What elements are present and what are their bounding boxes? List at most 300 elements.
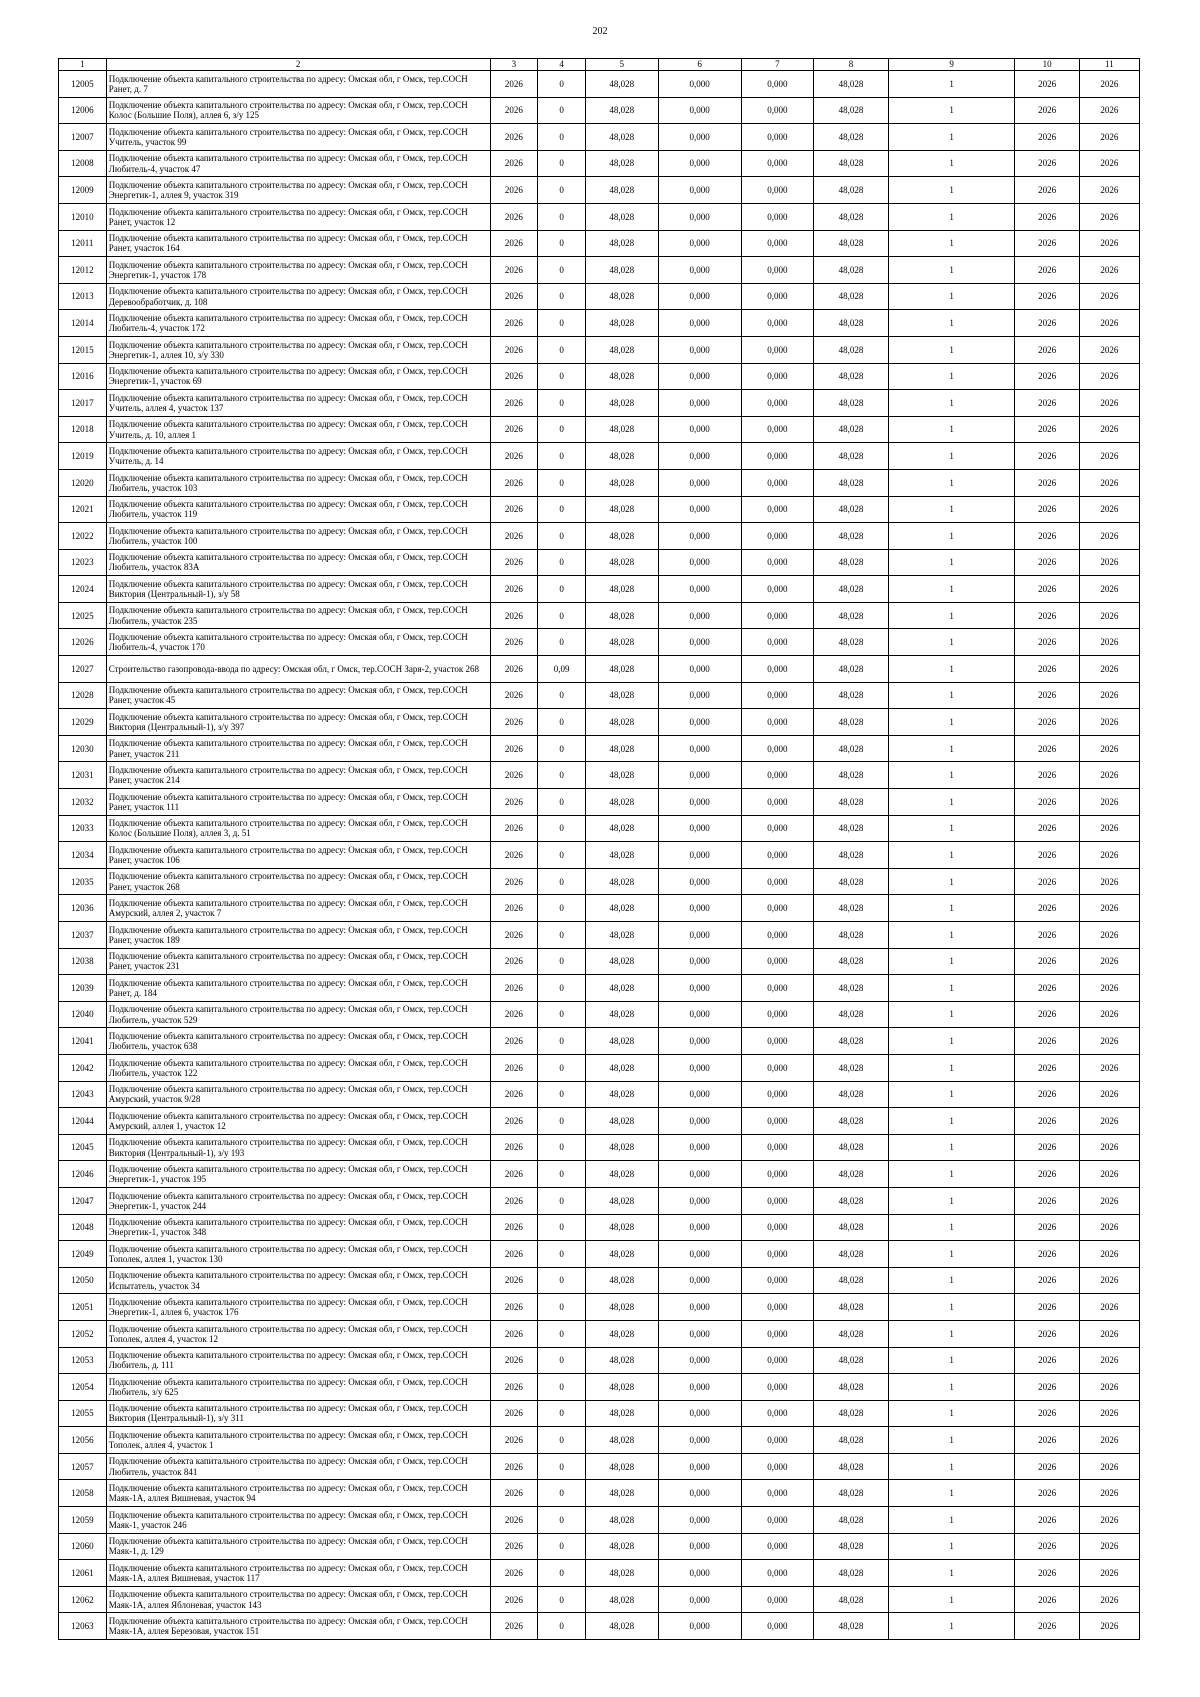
length-cell: 0 (538, 71, 586, 98)
value-7-cell: 0,000 (741, 789, 814, 816)
value-7-cell: 0,000 (741, 682, 814, 709)
length-cell: 0 (538, 469, 586, 496)
year-cell: 2026 (490, 469, 538, 496)
cost-cell: 48,028 (586, 602, 659, 629)
object-description: Подключение объекта капитального строительства по адресу: Омская обл, г Омск, тер.СОСН Энергетик-1, аллея 10, з/у 330 (106, 336, 490, 363)
year-cell: 2026 (490, 709, 538, 736)
count-cell: 1 (888, 842, 1015, 869)
table-row (59, 1533, 1140, 1560)
year-cell: 2026 (490, 789, 538, 816)
value-6-cell: 0,000 (658, 629, 741, 656)
length-cell: 0 (538, 1161, 586, 1188)
cost-cell: 48,028 (586, 1214, 659, 1241)
value-6-cell: 0,000 (658, 71, 741, 98)
row-number: 12025 (59, 602, 107, 629)
end-year-cell: 2026 (1079, 1507, 1139, 1534)
table-row (59, 1001, 1140, 1028)
object-description: Подключение объекта капитального строительства по адресу: Омская обл, г Омск, тер.СОСН Тополек, аллея 1, участок 130 (106, 1241, 490, 1268)
end-year-cell: 2026 (1079, 469, 1139, 496)
start-year-cell: 2026 (1015, 257, 1079, 284)
end-year-cell: 2026 (1079, 1267, 1139, 1294)
table-row (59, 1453, 1140, 1480)
table-row (59, 1400, 1140, 1427)
row-number: 12051 (59, 1294, 107, 1321)
object-description: Подключение объекта капитального строительства по адресу: Омская обл, г Омск, тер.СОСН Энергетик-1, участок 244 (106, 1187, 490, 1214)
cost-cell: 48,028 (586, 629, 659, 656)
value-7-cell: 0,000 (741, 1507, 814, 1534)
value-7-cell: 0,000 (741, 948, 814, 975)
start-year-cell: 2026 (1015, 1294, 1079, 1321)
table-row (59, 1108, 1140, 1135)
table-row (59, 150, 1140, 177)
length-cell: 0 (538, 1028, 586, 1055)
table-row (59, 895, 1140, 922)
cost-cell: 48,028 (586, 709, 659, 736)
start-year-cell: 2026 (1015, 1453, 1079, 1480)
total-cell: 48,028 (814, 496, 889, 523)
count-cell: 1 (888, 97, 1015, 124)
count-cell: 1 (888, 150, 1015, 177)
length-cell: 0 (538, 1613, 586, 1640)
object-description: Подключение объекта капитального строительства по адресу: Омская обл, г Омск, тер.СОСН Энергетик-1, аллея 6, участок 176 (106, 1294, 490, 1321)
object-description: Подключение объекта капитального строительства по адресу: Омская обл, г Омск, тер.СОСН Энергетик-1, участок 348 (106, 1214, 490, 1241)
count-cell: 1 (888, 1374, 1015, 1401)
start-year-cell: 2026 (1015, 496, 1079, 523)
total-cell: 48,028 (814, 1081, 889, 1108)
year-cell: 2026 (490, 576, 538, 603)
count-cell: 1 (888, 1134, 1015, 1161)
cost-cell: 48,028 (586, 1374, 659, 1401)
cost-cell: 48,028 (586, 1108, 659, 1135)
end-year-cell: 2026 (1079, 363, 1139, 390)
total-cell: 48,028 (814, 789, 889, 816)
total-cell: 48,028 (814, 975, 889, 1002)
length-cell: 0 (538, 177, 586, 204)
length-cell: 0 (538, 1267, 586, 1294)
object-description: Подключение объекта капитального строительства по адресу: Омская обл, г Омск, тер.СОСН Учитель, участок 99 (106, 124, 490, 151)
count-cell: 1 (888, 124, 1015, 151)
count-cell: 1 (888, 1613, 1015, 1640)
table-row (59, 1374, 1140, 1401)
row-number: 12036 (59, 895, 107, 922)
year-cell: 2026 (490, 1134, 538, 1161)
year-cell: 2026 (490, 1613, 538, 1640)
total-cell: 48,028 (814, 922, 889, 949)
start-year-cell: 2026 (1015, 842, 1079, 869)
table-row (59, 1294, 1140, 1321)
table-row (59, 416, 1140, 443)
row-number: 12045 (59, 1134, 107, 1161)
total-cell: 48,028 (814, 1028, 889, 1055)
year-cell: 2026 (490, 203, 538, 230)
total-cell: 48,028 (814, 895, 889, 922)
cost-cell: 48,028 (586, 1241, 659, 1268)
table-row (59, 257, 1140, 284)
value-7-cell: 0,000 (741, 735, 814, 762)
table-row (59, 1214, 1140, 1241)
end-year-cell: 2026 (1079, 1427, 1139, 1454)
year-cell: 2026 (490, 336, 538, 363)
total-cell: 48,028 (814, 629, 889, 656)
cost-cell: 48,028 (586, 1400, 659, 1427)
value-7-cell: 0,000 (741, 363, 814, 390)
value-7-cell: 0,000 (741, 922, 814, 949)
year-cell: 2026 (490, 416, 538, 443)
value-7-cell: 0,000 (741, 310, 814, 337)
cost-cell: 48,028 (586, 1134, 659, 1161)
count-cell: 1 (888, 71, 1015, 98)
object-description: Подключение объекта капитального строительства по адресу: Омская обл, г Омск, тер.СОСН Любитель-4, участок 172 (106, 310, 490, 337)
table-row (59, 1134, 1140, 1161)
cost-cell: 48,028 (586, 1533, 659, 1560)
count-cell: 1 (888, 735, 1015, 762)
value-6-cell: 0,000 (658, 1001, 741, 1028)
value-6-cell: 0,000 (658, 602, 741, 629)
count-cell: 1 (888, 1054, 1015, 1081)
object-description: Подключение объекта капитального строительства по адресу: Омская обл, г Омск, тер.СОСН Маяк-1, участок 246 (106, 1507, 490, 1534)
start-year-cell: 2026 (1015, 735, 1079, 762)
start-year-cell: 2026 (1015, 203, 1079, 230)
start-year-cell: 2026 (1015, 336, 1079, 363)
year-cell: 2026 (490, 1427, 538, 1454)
value-7-cell: 0,000 (741, 416, 814, 443)
year-cell: 2026 (490, 1374, 538, 1401)
cost-cell: 48,028 (586, 762, 659, 789)
value-6-cell: 0,000 (658, 975, 741, 1002)
total-cell: 48,028 (814, 416, 889, 443)
start-year-cell: 2026 (1015, 895, 1079, 922)
cost-cell: 48,028 (586, 203, 659, 230)
count-cell: 1 (888, 895, 1015, 922)
row-number: 12040 (59, 1001, 107, 1028)
table-row (59, 230, 1140, 257)
value-6-cell: 0,000 (658, 97, 741, 124)
year-cell: 2026 (490, 1001, 538, 1028)
table-row (59, 124, 1140, 151)
value-7-cell: 0,000 (741, 124, 814, 151)
year-cell: 2026 (490, 1054, 538, 1081)
start-year-cell: 2026 (1015, 948, 1079, 975)
row-number: 12029 (59, 709, 107, 736)
value-7-cell: 0,000 (741, 1560, 814, 1587)
value-6-cell: 0,000 (658, 1028, 741, 1055)
row-number: 12032 (59, 789, 107, 816)
object-description: Подключение объекта капитального строительства по адресу: Омская обл, г Омск, тер.СОСН Любитель, участок 119 (106, 496, 490, 523)
length-cell: 0 (538, 948, 586, 975)
count-cell: 1 (888, 416, 1015, 443)
start-year-cell: 2026 (1015, 150, 1079, 177)
row-number: 12015 (59, 336, 107, 363)
length-cell: 0 (538, 576, 586, 603)
year-cell: 2026 (490, 815, 538, 842)
total-cell: 48,028 (814, 203, 889, 230)
object-description: Подключение объекта капитального строительства по адресу: Омская обл, г Омск, тер.СОСН Энергетик-1, участок 178 (106, 257, 490, 284)
year-cell: 2026 (490, 842, 538, 869)
object-description: Подключение объекта капитального строительства по адресу: Омская обл, г Омск, тер.СОСН Амурский, аллея 2, участок 7 (106, 895, 490, 922)
length-cell: 0 (538, 1134, 586, 1161)
total-cell: 48,028 (814, 257, 889, 284)
year-cell: 2026 (490, 549, 538, 576)
start-year-cell: 2026 (1015, 682, 1079, 709)
value-7-cell: 0,000 (741, 257, 814, 284)
object-description: Подключение объекта капитального строительства по адресу: Омская обл, г Омск, тер.СОСН Учитель, д. 10, аллея 1 (106, 416, 490, 443)
count-cell: 1 (888, 1533, 1015, 1560)
end-year-cell: 2026 (1079, 762, 1139, 789)
count-cell: 1 (888, 257, 1015, 284)
count-cell: 1 (888, 496, 1015, 523)
row-number: 12063 (59, 1613, 107, 1640)
count-cell: 1 (888, 1187, 1015, 1214)
table-row (59, 71, 1140, 98)
count-cell: 1 (888, 1586, 1015, 1613)
year-cell: 2026 (490, 1294, 538, 1321)
start-year-cell: 2026 (1015, 1028, 1079, 1055)
start-year-cell: 2026 (1015, 469, 1079, 496)
end-year-cell: 2026 (1079, 283, 1139, 310)
year-cell: 2026 (490, 1507, 538, 1534)
row-number: 12048 (59, 1214, 107, 1241)
year-cell: 2026 (490, 1267, 538, 1294)
row-number: 12039 (59, 975, 107, 1002)
cost-cell: 48,028 (586, 948, 659, 975)
year-cell: 2026 (490, 124, 538, 151)
cost-cell: 48,028 (586, 363, 659, 390)
cost-cell: 48,028 (586, 390, 659, 417)
length-cell: 0 (538, 1294, 586, 1321)
value-7-cell: 0,000 (741, 443, 814, 470)
count-cell: 1 (888, 1028, 1015, 1055)
object-description: Подключение объекта капитального строительства по адресу: Омская обл, г Омск, тер.СОСН Любитель, участок 122 (106, 1054, 490, 1081)
length-cell: 0 (538, 1187, 586, 1214)
count-cell: 1 (888, 1480, 1015, 1507)
end-year-cell: 2026 (1079, 1400, 1139, 1427)
table-row (59, 1054, 1140, 1081)
value-7-cell: 0,000 (741, 1347, 814, 1374)
count-cell: 1 (888, 1241, 1015, 1268)
count-cell: 1 (888, 1108, 1015, 1135)
value-6-cell: 0,000 (658, 1241, 741, 1268)
total-cell: 48,028 (814, 762, 889, 789)
value-7-cell: 0,000 (741, 390, 814, 417)
row-number: 12027 (59, 656, 107, 683)
count-cell: 1 (888, 975, 1015, 1002)
table-row (59, 1480, 1140, 1507)
total-cell: 48,028 (814, 1560, 889, 1587)
table-row (59, 975, 1140, 1002)
row-number: 12052 (59, 1320, 107, 1347)
value-7-cell: 0,000 (741, 150, 814, 177)
column-header: 2 (106, 59, 490, 71)
value-7-cell: 0,000 (741, 230, 814, 257)
table-row (59, 1081, 1140, 1108)
end-year-cell: 2026 (1079, 549, 1139, 576)
start-year-cell: 2026 (1015, 1533, 1079, 1560)
length-cell: 0 (538, 443, 586, 470)
cost-cell: 48,028 (586, 230, 659, 257)
object-description: Подключение объекта капитального строительства по адресу: Омская обл, г Омск, тер.СОСН Ранет, участок 189 (106, 922, 490, 949)
count-cell: 1 (888, 1294, 1015, 1321)
row-number: 12035 (59, 868, 107, 895)
start-year-cell: 2026 (1015, 1480, 1079, 1507)
count-cell: 1 (888, 815, 1015, 842)
count-cell: 1 (888, 283, 1015, 310)
table-row (59, 1427, 1140, 1454)
column-header: 1 (59, 59, 107, 71)
value-7-cell: 0,000 (741, 1054, 814, 1081)
length-cell: 0 (538, 1054, 586, 1081)
object-description: Подключение объекта капитального строительства по адресу: Омская обл, г Омск, тер.СОСН Любитель, д. 111 (106, 1347, 490, 1374)
year-cell: 2026 (490, 310, 538, 337)
row-number: 12044 (59, 1108, 107, 1135)
count-cell: 1 (888, 1320, 1015, 1347)
object-description: Подключение объекта капитального строительства по адресу: Омская обл, г Омск, тер.СОСН Амурский, аллея 1, участок 12 (106, 1108, 490, 1135)
year-cell: 2026 (490, 656, 538, 683)
object-description: Подключение объекта капитального строительства по адресу: Омская обл, г Омск, тер.СОСН Колос (Большие Поля), аллея 3, д. 51 (106, 815, 490, 842)
table-row (59, 762, 1140, 789)
value-7-cell: 0,000 (741, 283, 814, 310)
table-row (59, 842, 1140, 869)
column-header: 8 (814, 59, 889, 71)
length-cell: 0 (538, 815, 586, 842)
total-cell: 48,028 (814, 1374, 889, 1401)
count-cell: 1 (888, 789, 1015, 816)
value-7-cell: 0,000 (741, 1001, 814, 1028)
year-cell: 2026 (490, 602, 538, 629)
total-cell: 48,028 (814, 1347, 889, 1374)
cost-cell: 48,028 (586, 1453, 659, 1480)
cost-cell: 48,028 (586, 975, 659, 1002)
year-cell: 2026 (490, 257, 538, 284)
length-cell: 0 (538, 390, 586, 417)
start-year-cell: 2026 (1015, 1161, 1079, 1188)
length-cell: 0 (538, 1560, 586, 1587)
object-description: Подключение объекта капитального строительства по адресу: Омская обл, г Омск, тер.СОСН Виктория (Центральный-1), з/у 397 (106, 709, 490, 736)
object-description: Подключение объекта капитального строительства по адресу: Омская обл, г Омск, тер.СОСН Ранет, д. 7 (106, 71, 490, 98)
row-number: 12026 (59, 629, 107, 656)
total-cell: 48,028 (814, 150, 889, 177)
length-cell: 0 (538, 310, 586, 337)
count-cell: 1 (888, 1560, 1015, 1587)
start-year-cell: 2026 (1015, 656, 1079, 683)
end-year-cell: 2026 (1079, 922, 1139, 949)
column-header: 4 (538, 59, 586, 71)
total-cell: 48,028 (814, 1480, 889, 1507)
table-row (59, 682, 1140, 709)
count-cell: 1 (888, 656, 1015, 683)
object-description: Подключение объекта капитального строительства по адресу: Омская обл, г Омск, тер.СОСН Любитель, участок 529 (106, 1001, 490, 1028)
value-7-cell: 0,000 (741, 629, 814, 656)
end-year-cell: 2026 (1079, 815, 1139, 842)
year-cell: 2026 (490, 283, 538, 310)
total-cell: 48,028 (814, 469, 889, 496)
count-cell: 1 (888, 177, 1015, 204)
object-description: Подключение объекта капитального строительства по адресу: Омская обл, г Омск, тер.СОСН Виктория (Центральный-1), з/у 311 (106, 1400, 490, 1427)
year-cell: 2026 (490, 895, 538, 922)
value-6-cell: 0,000 (658, 336, 741, 363)
row-number: 12031 (59, 762, 107, 789)
value-7-cell: 0,000 (741, 1320, 814, 1347)
total-cell: 48,028 (814, 815, 889, 842)
row-number: 12050 (59, 1267, 107, 1294)
year-cell: 2026 (490, 1320, 538, 1347)
table-row (59, 1613, 1140, 1640)
value-6-cell: 0,000 (658, 390, 741, 417)
start-year-cell: 2026 (1015, 1081, 1079, 1108)
length-cell: 0 (538, 150, 586, 177)
total-cell: 48,028 (814, 682, 889, 709)
row-number: 12011 (59, 230, 107, 257)
value-7-cell: 0,000 (741, 602, 814, 629)
start-year-cell: 2026 (1015, 815, 1079, 842)
value-7-cell: 0,000 (741, 1134, 814, 1161)
table-row (59, 1028, 1140, 1055)
object-description: Подключение объекта капитального строительства по адресу: Омская обл, г Омск, тер.СОСН Ранет, участок 106 (106, 842, 490, 869)
total-cell: 48,028 (814, 283, 889, 310)
total-cell: 48,028 (814, 1214, 889, 1241)
length-cell: 0 (538, 1108, 586, 1135)
start-year-cell: 2026 (1015, 390, 1079, 417)
start-year-cell: 2026 (1015, 1560, 1079, 1587)
year-cell: 2026 (490, 1560, 538, 1587)
end-year-cell: 2026 (1079, 895, 1139, 922)
total-cell: 48,028 (814, 1001, 889, 1028)
total-cell: 48,028 (814, 124, 889, 151)
start-year-cell: 2026 (1015, 922, 1079, 949)
year-cell: 2026 (490, 948, 538, 975)
total-cell: 48,028 (814, 310, 889, 337)
total-cell: 48,028 (814, 576, 889, 603)
value-6-cell: 0,000 (658, 735, 741, 762)
length-cell: 0 (538, 682, 586, 709)
cost-cell: 48,028 (586, 842, 659, 869)
cost-cell: 48,028 (586, 1480, 659, 1507)
length-cell: 0 (538, 124, 586, 151)
row-number: 12053 (59, 1347, 107, 1374)
count-cell: 1 (888, 948, 1015, 975)
end-year-cell: 2026 (1079, 735, 1139, 762)
year-cell: 2026 (490, 71, 538, 98)
cost-cell: 48,028 (586, 1001, 659, 1028)
count-cell: 1 (888, 576, 1015, 603)
value-6-cell: 0,000 (658, 549, 741, 576)
cost-cell: 48,028 (586, 1586, 659, 1613)
total-cell: 48,028 (814, 602, 889, 629)
end-year-cell: 2026 (1079, 576, 1139, 603)
count-cell: 1 (888, 523, 1015, 550)
value-6-cell: 0,000 (658, 1427, 741, 1454)
start-year-cell: 2026 (1015, 1586, 1079, 1613)
cost-cell: 48,028 (586, 97, 659, 124)
start-year-cell: 2026 (1015, 549, 1079, 576)
start-year-cell: 2026 (1015, 1320, 1079, 1347)
start-year-cell: 2026 (1015, 310, 1079, 337)
start-year-cell: 2026 (1015, 576, 1079, 603)
object-description: Подключение объекта капитального строительства по адресу: Омская обл, г Омск, тер.СОСН Тополек, аллея 4, участок 1 (106, 1427, 490, 1454)
end-year-cell: 2026 (1079, 310, 1139, 337)
value-7-cell: 0,000 (741, 1214, 814, 1241)
length-cell: 0 (538, 1480, 586, 1507)
value-6-cell: 0,000 (658, 1267, 741, 1294)
end-year-cell: 2026 (1079, 1001, 1139, 1028)
cost-cell: 48,028 (586, 1320, 659, 1347)
end-year-cell: 2026 (1079, 1613, 1139, 1640)
count-cell: 1 (888, 1427, 1015, 1454)
start-year-cell: 2026 (1015, 975, 1079, 1002)
count-cell: 1 (888, 602, 1015, 629)
cost-cell: 48,028 (586, 336, 659, 363)
count-cell: 1 (888, 762, 1015, 789)
year-cell: 2026 (490, 177, 538, 204)
